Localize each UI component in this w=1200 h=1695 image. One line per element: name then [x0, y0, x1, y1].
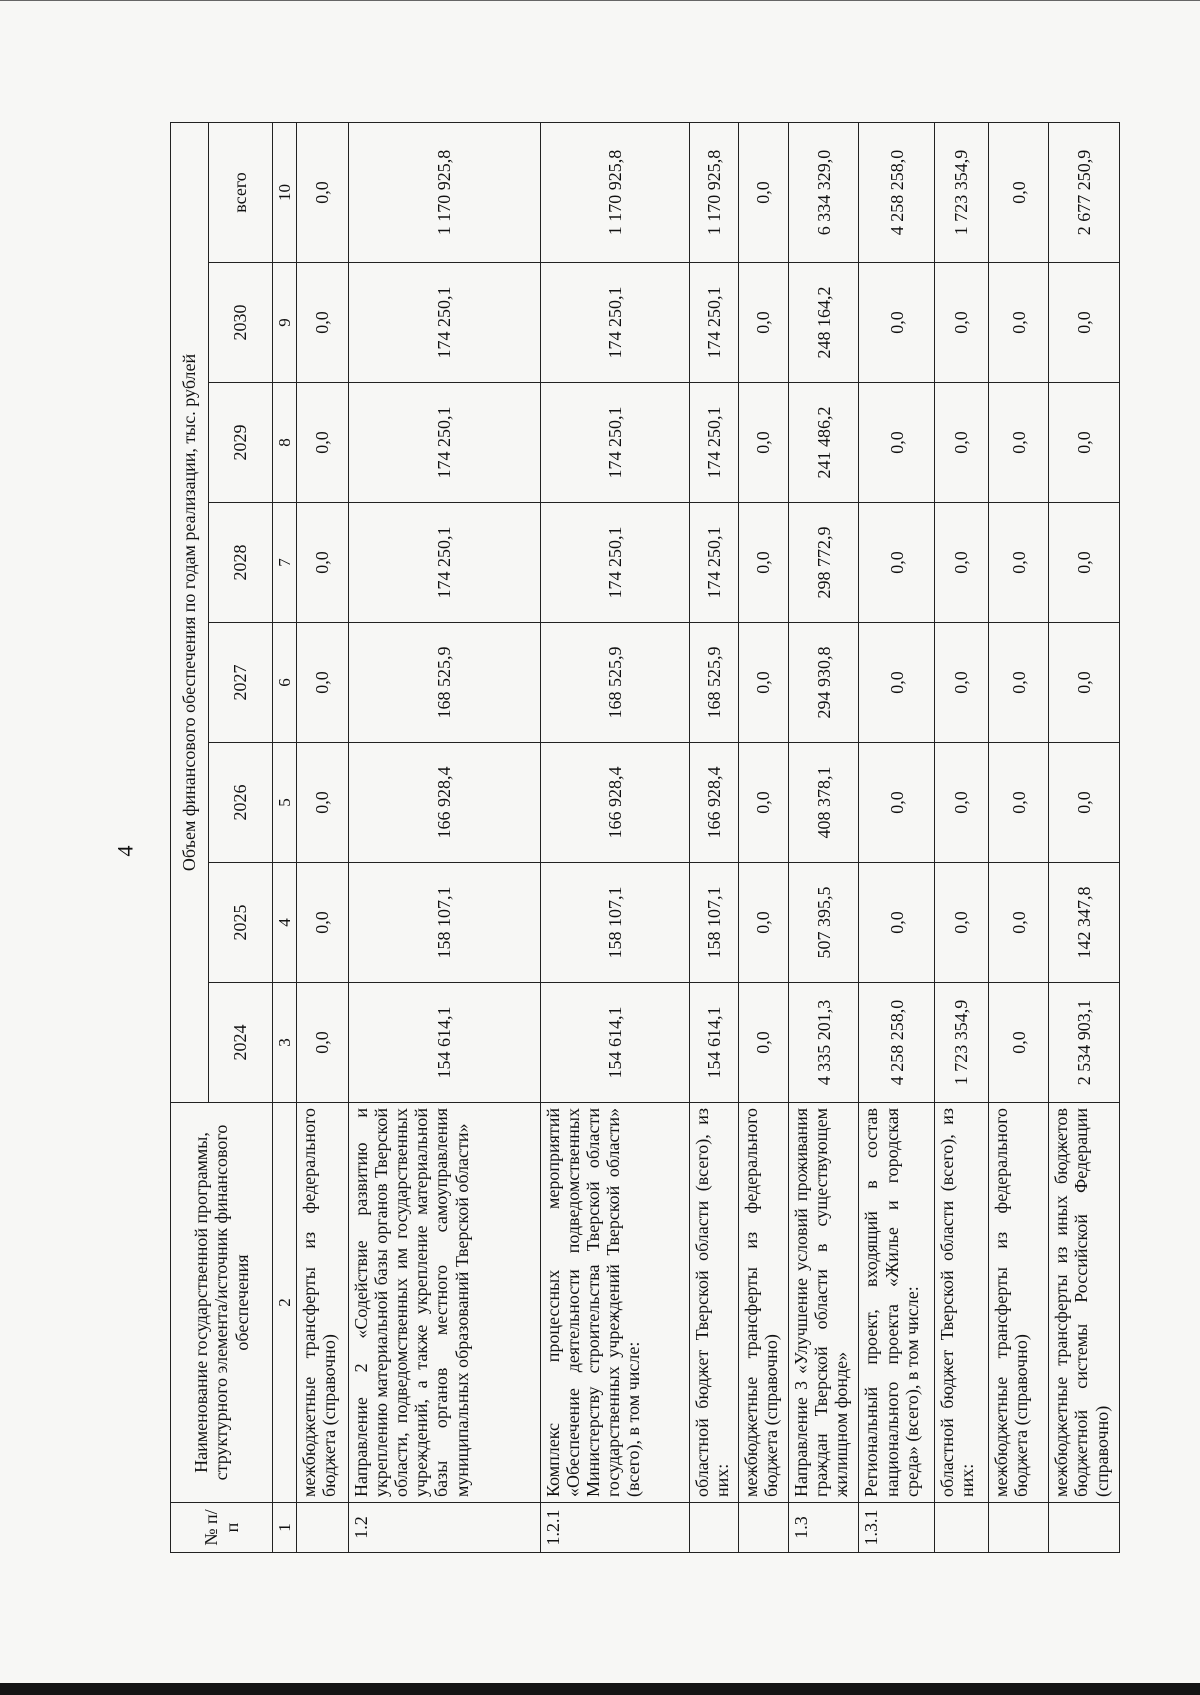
- row-value: 0,0: [934, 623, 988, 743]
- row-total: 1 170 925,8: [348, 122, 540, 262]
- row-value: 174 250,1: [540, 263, 689, 383]
- row-value: 168 525,9: [540, 623, 689, 743]
- row-total: 6 334 329,0: [788, 122, 859, 262]
- header-total: всего: [209, 122, 273, 262]
- table-row: [348, 122, 540, 1552]
- table-row: [788, 122, 859, 1552]
- row-value: 1 723 354,9: [934, 983, 988, 1103]
- row-value: 158 107,1: [689, 863, 739, 983]
- row-value: 0,0: [934, 863, 988, 983]
- column-number: 10: [273, 122, 297, 262]
- row-value: 174 250,1: [689, 383, 739, 503]
- row-value: 0,0: [1049, 263, 1120, 383]
- row-value: 174 250,1: [348, 263, 540, 383]
- column-number: 6: [273, 623, 297, 743]
- row-value: 168 525,9: [689, 623, 739, 743]
- column-number: 3: [273, 983, 297, 1103]
- row-value: 2 534 903,1: [1049, 983, 1120, 1103]
- row-total: 0,0: [297, 122, 349, 262]
- row-value: 0,0: [988, 623, 1048, 743]
- row-name: Комплекс процессных мероприятий «Обеспечение деятельности подведомственных Министерству строительства Тверской области государственных учреждений Тверской области» (всего), в том числе:: [540, 1103, 689, 1503]
- table-body: [297, 122, 1120, 1552]
- row-value: 4 335 201,3: [788, 983, 859, 1103]
- row-value: 142 347,8: [1049, 863, 1120, 983]
- row-number: 1.3: [788, 1503, 859, 1553]
- row-name: межбюджетные трансферты из федерального бюджета (справочно): [739, 1103, 789, 1503]
- column-number: 8: [273, 383, 297, 503]
- table-row: [739, 122, 789, 1552]
- table-row: [988, 122, 1048, 1552]
- row-value: 0,0: [988, 263, 1048, 383]
- row-number: 1.2: [348, 1503, 540, 1553]
- row-value: 0,0: [859, 383, 935, 503]
- row-value: 0,0: [859, 863, 935, 983]
- row-value: 0,0: [988, 503, 1048, 623]
- row-value: 0,0: [988, 743, 1048, 863]
- row-value: 0,0: [739, 383, 789, 503]
- row-number: [934, 1503, 988, 1553]
- row-value: 154 614,1: [689, 983, 739, 1103]
- header-year: 2025: [209, 863, 273, 983]
- row-value: 168 525,9: [348, 623, 540, 743]
- row-name: межбюджетные трансферты из федерального бюджета (справочно): [988, 1103, 1048, 1503]
- row-value: 0,0: [988, 383, 1048, 503]
- table-row: [297, 122, 349, 1552]
- row-value: 0,0: [934, 743, 988, 863]
- row-total: 1 170 925,8: [689, 122, 739, 262]
- row-value: 0,0: [859, 623, 935, 743]
- row-value: 154 614,1: [348, 983, 540, 1103]
- row-value: 0,0: [1049, 743, 1120, 863]
- row-value: 0,0: [934, 383, 988, 503]
- row-value: 174 250,1: [689, 503, 739, 623]
- row-total: 1 723 354,9: [934, 122, 988, 262]
- row-value: 4 258 258,0: [859, 983, 935, 1103]
- table-row: [1049, 122, 1120, 1552]
- column-number: 1: [273, 1503, 297, 1553]
- row-total: 2 677 250,9: [1049, 122, 1120, 262]
- row-value: 166 928,4: [689, 743, 739, 863]
- header-year: 2027: [209, 623, 273, 743]
- row-value: 0,0: [739, 863, 789, 983]
- header-no: № п/п: [171, 1503, 273, 1553]
- row-value: 0,0: [1049, 383, 1120, 503]
- row-value: 0,0: [934, 503, 988, 623]
- row-value: 158 107,1: [348, 863, 540, 983]
- page-number: 4: [112, 845, 138, 857]
- row-value: 0,0: [859, 503, 935, 623]
- row-name: межбюджетные трансферты из федерального бюджета (справочно): [297, 1103, 349, 1503]
- row-value: 298 772,9: [788, 503, 859, 623]
- row-value: 174 250,1: [540, 383, 689, 503]
- row-value: 0,0: [1049, 623, 1120, 743]
- row-value: 0,0: [739, 503, 789, 623]
- row-value: 0,0: [297, 263, 349, 383]
- row-value: 0,0: [859, 743, 935, 863]
- row-value: 0,0: [297, 863, 349, 983]
- row-number: [689, 1503, 739, 1553]
- row-value: 294 930,8: [788, 623, 859, 743]
- header-volume: Объем финансового обеспечения по годам реализации, тыс. рублей: [171, 122, 209, 1102]
- header-year: 2024: [209, 983, 273, 1103]
- table-row: [859, 122, 935, 1552]
- header-name: Наименование государственной программы, структурного элемента/источник финансового обеспечения: [171, 1103, 273, 1503]
- row-value: 0,0: [988, 863, 1048, 983]
- row-value: 248 164,2: [788, 263, 859, 383]
- row-value: 174 250,1: [348, 383, 540, 503]
- row-value: 507 395,5: [788, 863, 859, 983]
- scan-edge-bottom: [0, 1683, 1200, 1695]
- row-value: 0,0: [297, 383, 349, 503]
- header-year: 2026: [209, 743, 273, 863]
- row-value: 0,0: [859, 263, 935, 383]
- row-total: 4 258 258,0: [859, 122, 935, 262]
- row-value: 0,0: [988, 983, 1048, 1103]
- row-value: 174 250,1: [689, 263, 739, 383]
- row-name: Региональный проект, входящий в состав национального проекта «Жилье и городская среда» (всего), в том числе:: [859, 1103, 935, 1503]
- row-number: [988, 1503, 1048, 1553]
- row-number: [1049, 1503, 1120, 1553]
- header-year: 2029: [209, 383, 273, 503]
- row-value: 154 614,1: [540, 983, 689, 1103]
- row-value: 0,0: [739, 983, 789, 1103]
- row-name: Направление 2 «Содействие развитию и укреплению материальной базы органов Тверской области, подведомственных им государственных учреждений, а также укрепление материальной базы органов местного самоуправления муниципальных образований Тверской области»: [348, 1103, 540, 1503]
- column-number: 5: [273, 743, 297, 863]
- row-value: 0,0: [739, 743, 789, 863]
- row-value: 174 250,1: [348, 503, 540, 623]
- row-value: 0,0: [739, 623, 789, 743]
- row-number: [297, 1503, 349, 1553]
- column-number: 4: [273, 863, 297, 983]
- row-value: 408 378,1: [788, 743, 859, 863]
- row-value: 0,0: [297, 623, 349, 743]
- header-year: 2028: [209, 503, 273, 623]
- column-number: 2: [273, 1103, 297, 1503]
- row-total: 1 170 925,8: [540, 122, 689, 262]
- row-name: межбюджетные трансферты из иных бюджетов бюджетной системы Российской Федерации (справочно): [1049, 1103, 1120, 1503]
- finance-table-container: [170, 123, 1120, 1553]
- row-name: областной бюджет Тверской области (всего), из них:: [689, 1103, 739, 1503]
- column-number: 7: [273, 503, 297, 623]
- row-value: 158 107,1: [540, 863, 689, 983]
- row-number: 1.2.1: [540, 1503, 689, 1553]
- row-value: 166 928,4: [348, 743, 540, 863]
- row-name: областной бюджет Тверской области (всего), из них:: [934, 1103, 988, 1503]
- header-year: 2030: [209, 263, 273, 383]
- finance-table: [170, 122, 1120, 1553]
- row-name: Направление 3 «Улучшение условий проживания граждан Тверской области в существующем жилищном фонде»: [788, 1103, 859, 1503]
- scan-edge-top: [0, 0, 1200, 1]
- column-number: 9: [273, 263, 297, 383]
- row-value: 0,0: [297, 983, 349, 1103]
- row-value: 241 486,2: [788, 383, 859, 503]
- table-row: [689, 122, 739, 1552]
- row-value: 0,0: [934, 263, 988, 383]
- row-number: [739, 1503, 789, 1553]
- table-row: [540, 122, 689, 1552]
- row-value: 174 250,1: [540, 503, 689, 623]
- row-number: 1.3.1: [859, 1503, 935, 1553]
- row-total: 0,0: [739, 122, 789, 262]
- row-total: 0,0: [988, 122, 1048, 262]
- row-value: 0,0: [297, 503, 349, 623]
- table-row: [934, 122, 988, 1552]
- row-value: 0,0: [739, 263, 789, 383]
- row-value: 0,0: [1049, 503, 1120, 623]
- row-value: 0,0: [297, 743, 349, 863]
- row-value: 166 928,4: [540, 743, 689, 863]
